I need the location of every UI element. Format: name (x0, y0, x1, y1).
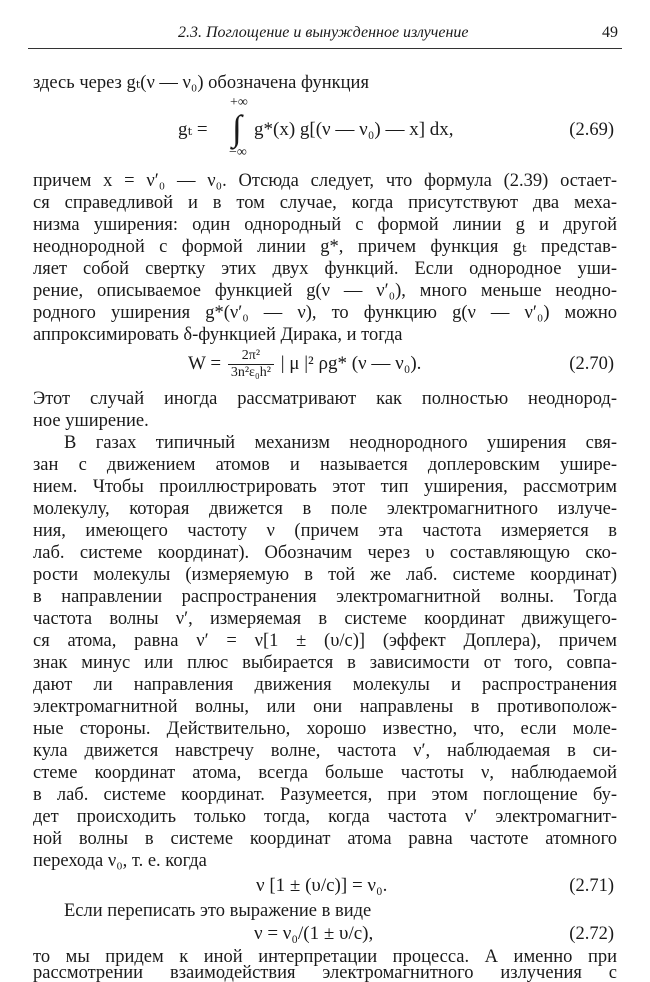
text-line: ные стороны. Действительно, хорошо известно, что, если моле- (33, 719, 617, 739)
integral-sign: ∫ (232, 108, 242, 148)
equation-2-72: ν = ν₀/(1 ± υ/c), (254, 923, 374, 944)
equation-number: (2.72) (569, 924, 614, 944)
page-number: 49 (602, 24, 618, 41)
equation-2-71: ν [1 ± (υ/c)] = ν₀. (256, 875, 388, 896)
text-line: стеме координат атома, всегда больше частоты ν, наблюдаемой (33, 763, 617, 783)
text-line: кула движется навстречу волне, частота ν′, наблюдаемая в си- (33, 741, 617, 761)
text-line: в направлении распространения электромагнитной волны. Тогда (33, 587, 617, 607)
text-line: ное уширение. (33, 411, 149, 431)
text-line: дают ли направления движения молекулы и распространения (33, 675, 617, 695)
text-line: в лаб. системе координат. Разумеется, при этом поглощение бу- (33, 785, 617, 805)
equation-fraction (228, 348, 274, 381)
text-line: ся атома, равна ν′ = ν[1 ± (υ/c)] (эффект Доплера), причем (33, 631, 617, 651)
text-line: неоднородной с формой линии g*, причем функция gₜ представ- (33, 237, 617, 257)
text-line: Если переписать это выражение в виде (64, 901, 372, 921)
text-line: дет происходить только тогда, когда частота ν′ электромагнит- (33, 807, 617, 827)
text-line: молекулу, которая движется в поле электромагнитного излуче- (33, 499, 617, 519)
text-line: ния, имеющего частоту ν (причем эта частота измеряется в (33, 521, 617, 541)
equation-2-70 (188, 348, 421, 381)
integral-lower-limit: −∞ (229, 145, 247, 160)
text-line: рости молекулы (измеряемую в той же лаб. системе координат) (33, 565, 617, 585)
fraction-denominator: 3n²ε₀h² (230, 365, 271, 380)
text-line: ной волны в системе координат атома равна частоте атомного (33, 829, 617, 849)
text-line: низма уширения: один однородный с формой линии g и другой (33, 215, 617, 235)
text-line: электромагнитной волны, или они направлены в противополож- (33, 697, 617, 717)
text-line: причем x = ν′₀ — ν₀. Отсюда следует, что формула (2.39) остает- (33, 171, 617, 191)
integral-upper-limit: +∞ (230, 95, 248, 110)
text-line: перехода ν₀, т. е. когда (33, 851, 207, 871)
text-line: нием. Чтобы проиллюстрировать этот тип уширения, рассмотрим (33, 477, 617, 497)
text-line: зан с движением атомов и называется доплеровским ушире- (33, 455, 617, 475)
equation-number: (2.70) (569, 354, 614, 374)
header-rule (28, 48, 622, 49)
text-line: рение, описываемое функцией g(ν — ν′₀), много меньше неодно- (33, 281, 617, 301)
equation-number: (2.69) (569, 120, 614, 140)
text-line: родного уширения g*(ν′₀ — ν), то функцию g(ν — ν′₀) можно (33, 303, 617, 323)
equation-lhs: gₜ = (178, 119, 208, 140)
text-line: В газах типичный механизм неоднородного уширения свя- (64, 433, 617, 453)
text-line: то мы придем к иной интерпретации процесса. А именно при (33, 947, 617, 967)
text-line: аппроксимировать δ-функцией Дирака, и тогда (33, 325, 403, 345)
equation-lhs: W = (188, 352, 222, 374)
text-line: здесь через gₜ(ν — ν₀) обозначена функция (33, 73, 369, 93)
running-title: 2.3. Поглощение и вынужденное излучение (178, 24, 469, 41)
text-line: лаб. системе координат). Обозначим через υ составляющую ско- (33, 543, 617, 563)
text-line: Этот случай иногда рассматривают как полностью неоднород- (33, 389, 617, 409)
text-line: знак минус или плюс выбирается в зависимости от того, совпа- (33, 653, 617, 673)
fraction-numerator: 2π² (228, 348, 274, 365)
equation-integrand: g*(x) g[(ν — ν₀) — x] dx, (254, 119, 454, 140)
text-line: ляет собой свертку этих двух функций. Если однородное уши- (33, 259, 617, 279)
running-header (28, 24, 622, 48)
text-line: рассмотрении взаимодействия электромагнитного излучения с (33, 963, 617, 982)
text-line: частота волны ν′, измеряемая в системе координат движущего- (33, 609, 617, 629)
equation-number: (2.71) (569, 876, 614, 896)
text-line: ся справедливой и в том случае, когда присутствуют два меха- (33, 193, 617, 213)
equation-rest: | μ |² ρg* (ν — ν₀). (280, 352, 422, 374)
